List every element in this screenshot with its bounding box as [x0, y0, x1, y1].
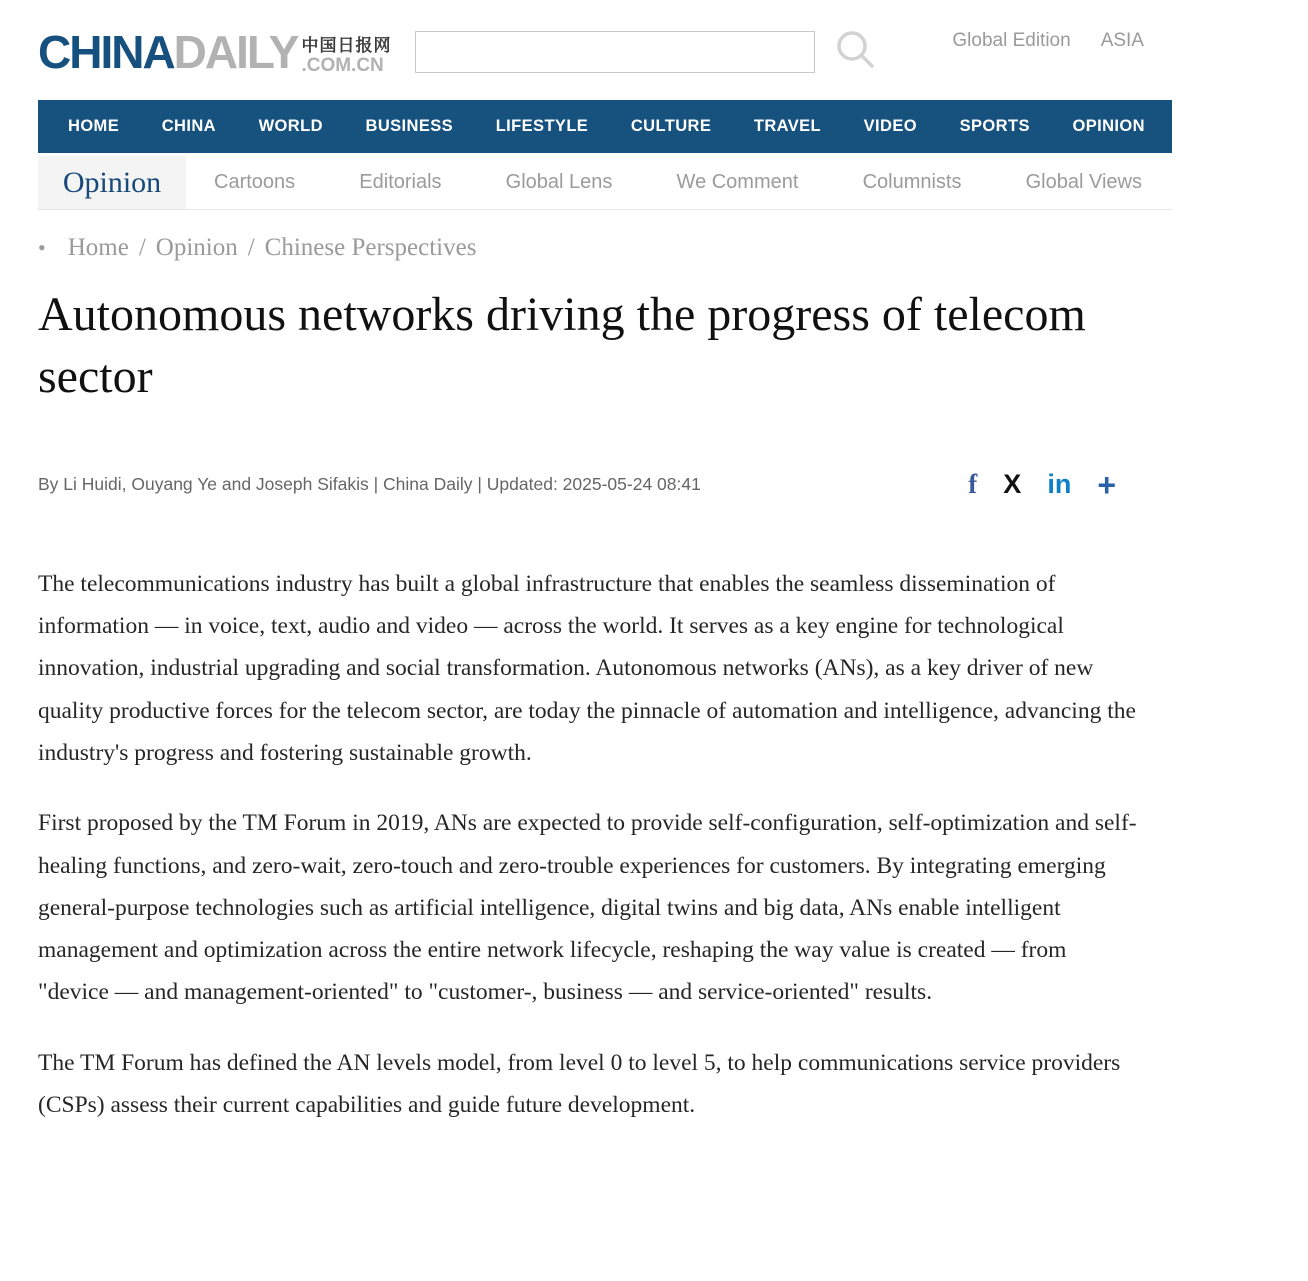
subnav-item-cartoons[interactable]: Cartoons — [214, 171, 296, 193]
article — [38, 284, 1138, 1194]
article-paragraph: The telecommunications industry has built a global infrastructure that enables the seamless dissemination of information — in voice, text, audio and video — across the world. It serves as a key engine for technological innovation, industrial upgrading and social transformation. Autonomous networks (ANs), as a key driver of new quality productive forces for the telecom sector, are today the pinnacle of automation and intelligence, advancing the industry's progress and fostering sustainable growth. — [38, 570, 1136, 766]
nav-item-business[interactable]: BUSINESS — [365, 117, 454, 135]
subnav-items — [186, 156, 1172, 209]
nav-item-regional[interactable]: REGIONAL — [1187, 117, 1278, 135]
subnav-item-global-views[interactable]: Global Views — [1025, 171, 1142, 193]
subnav-item-columnists[interactable]: Columnists — [862, 171, 962, 193]
logo-china-text: CHINA — [38, 26, 174, 78]
edition-links — [952, 24, 1144, 52]
article-paragraph: First proposed by the TM Forum in 2019, ANs are expected to provide self-configuration, self-optimization and self-healing functions, and zero-wait, zero-touch and zero-trouble experiences for customers. By integrating emerging general-purpose technologies such as artificial intelligence, digital twins and big data, ANs enable intelligent management and optimization across the entire network lifecycle, reshaping the way value is created — from "device — and management-oriented" to "customer-, business — and service-oriented" results. — [38, 810, 1137, 1006]
nav-item-china[interactable]: CHINA — [161, 117, 216, 135]
nav-item-home[interactable]: HOME — [68, 117, 120, 135]
subnav-item-editorials[interactable]: Editorials — [359, 171, 442, 193]
chinadaily-logo[interactable] — [38, 26, 392, 78]
search-icon[interactable] — [833, 27, 879, 78]
breadcrumb-separator: / — [247, 234, 255, 261]
main-nav-inner — [38, 100, 1308, 153]
nav-item-video[interactable]: VIDEO — [863, 117, 917, 135]
breadcrumb-separator: / — [138, 234, 146, 261]
nav-item-world[interactable]: WORLD — [258, 117, 323, 135]
share-icons — [968, 466, 1138, 503]
linkedin-share-icon[interactable]: in — [1047, 469, 1072, 500]
global-edition-link[interactable]: Global Edition — [952, 30, 1071, 51]
subnav-item-we-comment[interactable]: We Comment — [676, 171, 799, 193]
nav-item-travel[interactable]: TRAVEL — [753, 117, 822, 135]
x-share-icon[interactable]: X — [1003, 469, 1022, 500]
opinion-sub-nav — [38, 156, 1172, 210]
article-paragraph: The TM Forum has defined the AN levels model, from level 0 to level 5, to help communications service providers (CSPs) assess their current capabilities and guide future development. — [38, 1049, 1121, 1119]
logo-domain-text: .COM.CN — [301, 55, 384, 76]
nav-item-opinion[interactable]: OPINION — [1072, 117, 1145, 135]
byline-row — [38, 466, 1138, 503]
more-share-icon[interactable]: + — [1097, 466, 1116, 503]
logo-right-block — [301, 37, 391, 75]
nav-item-culture[interactable]: CULTURE — [630, 117, 712, 135]
nav-item-lifestyle[interactable]: LIFESTYLE — [495, 117, 589, 135]
article-body — [38, 563, 1138, 1195]
breadcrumb-chinese-perspectives[interactable]: Chinese Perspectives — [264, 234, 477, 261]
search-input[interactable] — [415, 31, 815, 73]
logo-chinese-text: 中国日报网 — [301, 36, 392, 55]
nav-item-sports[interactable]: SPORTS — [959, 117, 1030, 135]
logo-wordmark — [38, 26, 298, 78]
breadcrumb-bullet-icon: • — [38, 235, 46, 260]
subnav-item-global-lens[interactable]: Global Lens — [505, 171, 613, 193]
article-title: Autonomous networks driving the progress of telecom sector — [38, 288, 1086, 404]
breadcrumb-home[interactable]: Home — [67, 234, 129, 261]
breadcrumb — [38, 234, 1134, 262]
facebook-share-icon[interactable]: f — [968, 469, 978, 500]
asia-edition-link[interactable]: ASIA — [1100, 30, 1144, 51]
article-byline: By Li Huidi, Ouyang Ye and Joseph Sifakis | China Daily | Updated: 2025-05-24 08:41 — [38, 474, 701, 495]
main-nav — [38, 100, 1278, 153]
logo-daily-text: DAILY — [173, 26, 298, 78]
site-header — [0, 0, 1172, 100]
subnav-active-opinion[interactable]: Opinion — [38, 156, 186, 209]
breadcrumb-opinion[interactable]: Opinion — [155, 234, 238, 261]
